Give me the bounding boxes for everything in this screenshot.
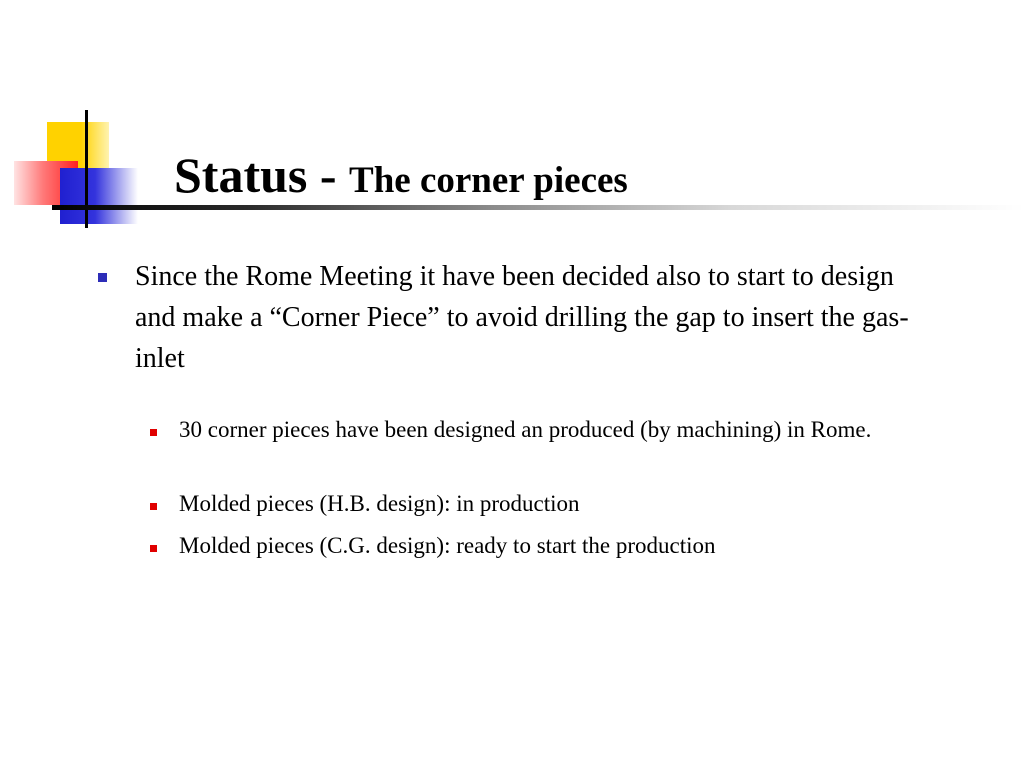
slide-title bbox=[174, 147, 628, 203]
square-bullet-icon bbox=[150, 429, 157, 436]
square-bullet-icon bbox=[98, 273, 107, 282]
title-subtitle: The corner pieces bbox=[349, 160, 628, 201]
title-main: Status - bbox=[174, 147, 350, 203]
vertical-rule bbox=[85, 110, 88, 228]
sub-bullet-item: 30 corner pieces have been designed an produced (by machining) in Rome. bbox=[179, 417, 872, 442]
blue-square-decoration bbox=[60, 168, 138, 224]
square-bullet-icon bbox=[150, 545, 157, 552]
square-bullet-icon bbox=[150, 503, 157, 510]
sub-bullet-item: Molded pieces (H.B. design): in production bbox=[179, 491, 580, 516]
bullet-item: Since the Rome Meeting it have been decided also to start to design and make a “Corner Piece” to avoid drilling the gap to insert the gas-inlet bbox=[135, 261, 909, 374]
sub-bullet-item: Molded pieces (C.G. design): ready to start the production bbox=[179, 533, 716, 558]
title-underline-rule bbox=[52, 205, 1024, 210]
